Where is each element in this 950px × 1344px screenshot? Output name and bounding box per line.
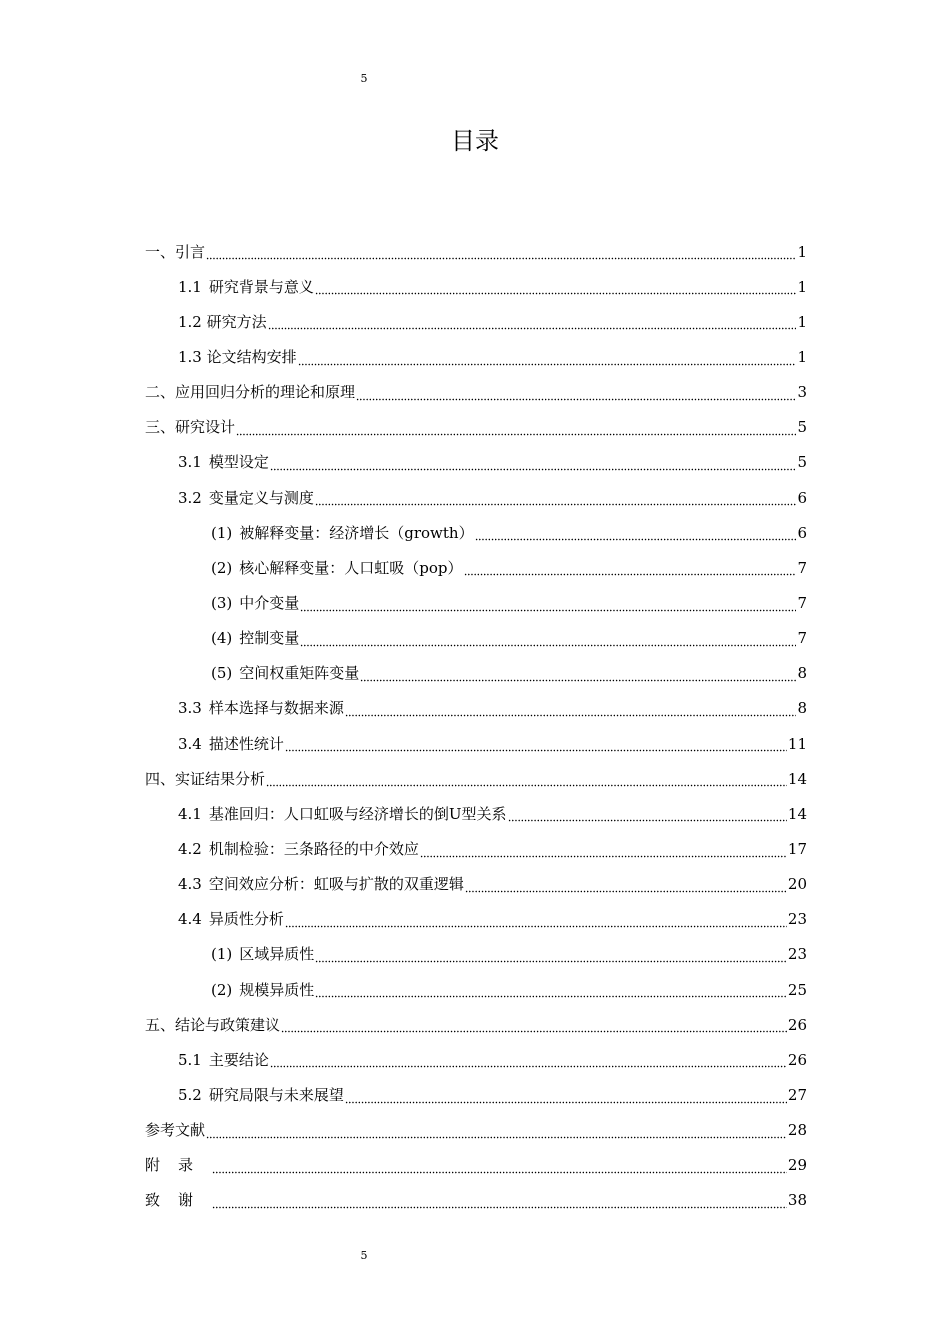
toc-entry-label: 三、研究设计 <box>145 418 236 437</box>
toc-entry-label: 核心解释变量：人口虹吸（pop） <box>239 558 463 577</box>
toc-entry-label: 致谢 <box>145 1191 212 1210</box>
toc-entry[interactable] <box>145 796 807 831</box>
toc-entry[interactable] <box>145 339 807 374</box>
toc-entry[interactable] <box>145 304 807 339</box>
toc-entry-page: 1 <box>797 242 807 261</box>
toc-entry-label: 主要结论 <box>208 1050 269 1069</box>
toc-entry-label: 二、应用回归分析的理论和原理 <box>145 383 356 402</box>
toc-entry-page: 27 <box>787 1085 807 1104</box>
dot-leader <box>356 389 796 401</box>
toc-entry-page: 14 <box>787 769 807 788</box>
toc-entry[interactable] <box>145 1042 807 1077</box>
toc-entry[interactable] <box>145 410 807 445</box>
toc-entry-page: 1 <box>797 277 807 296</box>
toc-entry-label: 区域异质性 <box>239 945 315 964</box>
toc-entry-number: 5.1 <box>178 1050 202 1069</box>
toc-entry-number: (4) <box>211 629 233 648</box>
dot-leader <box>315 283 797 295</box>
toc-entry-page: 20 <box>787 875 807 894</box>
toc-entry-page: 23 <box>787 945 807 964</box>
toc-entry-label: 异质性分析 <box>208 910 284 929</box>
toc-entry-page: 3 <box>797 383 807 402</box>
dot-leader <box>315 951 787 963</box>
toc-entry-number: (5) <box>211 664 233 683</box>
toc-entry-number: (2) <box>211 558 233 577</box>
dot-leader <box>270 1056 787 1068</box>
dot-leader <box>360 670 796 682</box>
toc-entry-page: 29 <box>787 1156 807 1175</box>
dot-leader <box>420 846 787 858</box>
toc-entry-label: 附录 <box>145 1156 212 1175</box>
toc-entry[interactable] <box>145 937 807 972</box>
footer-page-number: 5 <box>360 1249 368 1262</box>
toc-entry-page: 7 <box>797 593 807 612</box>
dot-leader <box>464 564 797 576</box>
toc-entry[interactable] <box>145 726 807 761</box>
header-page-number: 5 <box>360 72 368 85</box>
dot-leader <box>212 1197 787 1209</box>
toc-entry[interactable] <box>145 234 807 269</box>
toc-entry[interactable] <box>145 867 807 902</box>
toc-entry-page: 17 <box>787 839 807 858</box>
toc-entry-number: (2) <box>211 980 233 999</box>
toc-entry-number: 3.1 <box>178 453 202 472</box>
page-title: 目录 <box>451 127 499 155</box>
toc-entry-label: 空间权重矩阵变量 <box>239 664 360 683</box>
toc-entry[interactable] <box>145 480 807 515</box>
dot-leader <box>285 916 787 928</box>
dot-leader <box>268 318 797 330</box>
toc-entry-number: (1) <box>211 523 233 542</box>
toc-entry-number: 3.3 <box>178 699 202 718</box>
toc-entry[interactable] <box>145 831 807 866</box>
toc-entry-label: 基准回归：人口虹吸与经济增长的倒U型关系 <box>208 804 507 823</box>
toc-entry-label: 样本选择与数据来源 <box>208 699 344 718</box>
dot-leader <box>236 424 796 436</box>
toc-entry[interactable] <box>145 1148 807 1183</box>
toc-entry-label: 一、引言 <box>145 242 206 261</box>
toc-entry-number: 4.4 <box>178 910 202 929</box>
dot-leader <box>315 494 797 506</box>
dot-leader <box>508 810 787 822</box>
dot-leader <box>285 740 787 752</box>
toc-entry[interactable] <box>145 269 807 304</box>
toc-entry-label: 研究背景与意义 <box>208 277 314 296</box>
toc-entry-number: 3.2 <box>178 488 202 507</box>
toc-entry-label: 规模异质性 <box>239 980 315 999</box>
toc-entry[interactable] <box>145 902 807 937</box>
toc-entry-number: 4.1 <box>178 804 202 823</box>
toc-entry-number: (3) <box>211 593 233 612</box>
toc-entry-page: 11 <box>787 734 807 753</box>
toc-entry-page: 5 <box>797 418 807 437</box>
toc-entry-page: 5 <box>797 453 807 472</box>
toc-entry-label: 描述性统计 <box>208 734 284 753</box>
dot-leader <box>345 705 797 717</box>
toc-entry[interactable] <box>145 375 807 410</box>
toc-entry[interactable] <box>145 691 807 726</box>
toc-entry-page: 26 <box>787 1015 807 1034</box>
toc-entry[interactable] <box>145 515 807 550</box>
toc-entry[interactable] <box>145 761 807 796</box>
dot-leader <box>281 1021 787 1033</box>
dot-leader <box>270 459 797 471</box>
toc-entry-number: 1.1 <box>178 277 202 296</box>
dot-leader <box>475 529 797 541</box>
toc-entry-number: 4.2 <box>178 839 202 858</box>
toc-entry[interactable] <box>145 656 807 691</box>
toc-entry-page: 26 <box>787 1050 807 1069</box>
toc-entry-page: 23 <box>787 910 807 929</box>
toc-entry-label: 1.3 论文结构安排 <box>178 347 297 366</box>
dot-leader <box>315 986 787 998</box>
toc-entry-page: 38 <box>787 1191 807 1210</box>
toc-entry-label: 参考文献 <box>145 1121 206 1140</box>
toc-entry-page: 14 <box>787 804 807 823</box>
toc-entry[interactable] <box>145 445 807 480</box>
toc-entry-page: 6 <box>797 523 807 542</box>
toc-entry-number: 5.2 <box>178 1085 202 1104</box>
toc-entry[interactable] <box>145 621 807 656</box>
toc-entry-page: 1 <box>797 347 807 366</box>
toc-entry-page: 8 <box>797 664 807 683</box>
dot-leader <box>212 1162 787 1174</box>
toc-entry-label: 空间效应分析：虹吸与扩散的双重逻辑 <box>208 875 464 894</box>
toc-entry[interactable] <box>145 585 807 620</box>
toc-entry-page: 6 <box>797 488 807 507</box>
table-of-contents <box>145 234 807 1218</box>
toc-entry[interactable] <box>145 1183 807 1218</box>
toc-entry-label: 四、实证结果分析 <box>145 769 266 788</box>
toc-entry-page: 7 <box>797 629 807 648</box>
toc-entry-page: 1 <box>797 312 807 331</box>
dot-leader <box>206 1127 787 1139</box>
toc-entry-page: 28 <box>787 1121 807 1140</box>
toc-entry-label: 控制变量 <box>239 629 300 648</box>
dot-leader <box>300 600 796 612</box>
toc-entry-label: 研究局限与未来展望 <box>208 1085 344 1104</box>
toc-entry-page: 7 <box>797 558 807 577</box>
dot-leader <box>206 248 796 260</box>
toc-entry-label: 变量定义与测度 <box>208 488 314 507</box>
toc-entry[interactable] <box>145 972 807 1007</box>
toc-entry-label: 中介变量 <box>239 593 300 612</box>
dot-leader <box>266 775 787 787</box>
toc-entry-page: 8 <box>797 699 807 718</box>
toc-entry[interactable] <box>145 550 807 585</box>
toc-entry-page: 25 <box>787 980 807 999</box>
toc-entry-label: 五、结论与政策建议 <box>145 1015 281 1034</box>
dot-leader <box>300 635 796 647</box>
toc-entry-label: 1.2 研究方法 <box>178 312 267 331</box>
toc-entry-number: 3.4 <box>178 734 202 753</box>
dot-leader <box>465 881 787 893</box>
toc-entry-number: 4.3 <box>178 875 202 894</box>
dot-leader <box>298 354 797 366</box>
toc-entry[interactable] <box>145 1113 807 1148</box>
toc-entry-number: (1) <box>211 945 233 964</box>
toc-entry-label: 被解释变量：经济增长（growth） <box>239 523 474 542</box>
toc-entry[interactable] <box>145 1007 807 1042</box>
dot-leader <box>345 1092 787 1104</box>
toc-entry[interactable] <box>145 1077 807 1112</box>
toc-entry-label: 模型设定 <box>208 453 269 472</box>
toc-entry-label: 机制检验：三条路径的中介效应 <box>208 839 419 858</box>
